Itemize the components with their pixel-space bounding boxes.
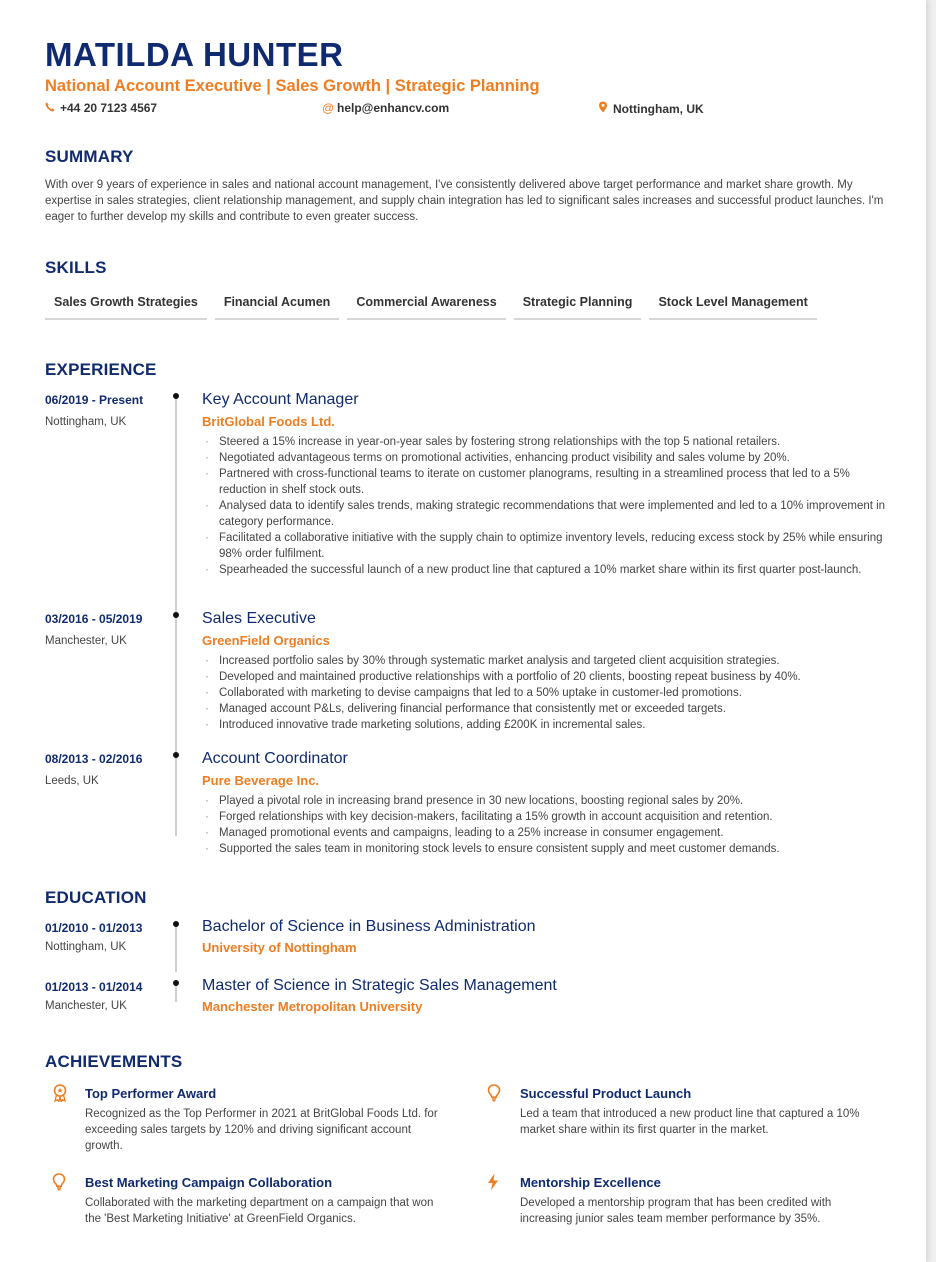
bullet-item: · Introduced innovative trade marketing solutions, adding £200K in incremental sales. <box>202 717 892 733</box>
achievement-title: Best Marketing Campaign Collaboration <box>85 1175 333 1190</box>
experience-bullets <box>202 793 892 857</box>
achievement-text: Developed a mentorship program that has been credited with increasing junior sales team member performance by 35%. <box>520 1197 832 1225</box>
experience-role: Sales Executive <box>202 610 316 627</box>
experience-date: 03/2016 - 05/2019 <box>45 612 143 626</box>
lightbulb-icon <box>52 1173 70 1191</box>
education-timeline <box>175 922 177 972</box>
education-school: Manchester Metropolitan University <box>202 999 423 1014</box>
education-date: 01/2013 - 01/2014 <box>45 980 143 994</box>
experience-bullets <box>202 434 892 578</box>
summary-text: With over 9 years of experience in sales and national account management, I've consistently delivered above target performance and market share growth. My expertise in sales strategies, client relationship management, and supply chain integration has led to significant sales increases and successful product launches. I'm eager to further develop my skills and contribute to even greater success. <box>45 179 884 223</box>
experience-company: Pure Beverage Inc. <box>202 773 320 788</box>
achievement-text: Led a team that introduced a new product line that captured a 10% market share within its first quarter in the market. <box>520 1108 860 1136</box>
bullet-item: · Negotiated advantageous terms on promotional activities, enhancing product visibility and sales volume by 20%. <box>202 450 892 466</box>
achievement-title: Top Performer Award <box>85 1086 217 1101</box>
skill-tag: Stock Level Management <box>649 290 816 320</box>
experience-role: Account Coordinator <box>202 750 348 767</box>
experience-bullets <box>202 653 892 733</box>
lightbulb-icon <box>487 1084 505 1102</box>
achievement-text: Recognized as the Top Performer in 2021 at BritGlobal Foods Ltd. for exceeding sales targets by 120% and driving significant account growth. <box>85 1108 438 1152</box>
location-pin-icon <box>598 101 608 116</box>
education-title: EDUCATION <box>45 888 147 907</box>
education-degree: Bachelor of Science in Business Administration <box>202 918 536 935</box>
at-icon: @ <box>322 101 335 115</box>
bullet-item: · Forged relationships with key decision-makers, facilitating a 15% growth in account acquisition and retention. <box>202 809 892 825</box>
timeline-dot <box>173 612 179 618</box>
experience-location: Nottingham, UK <box>45 416 127 428</box>
experience-location: Manchester, UK <box>45 635 127 647</box>
education-location: Nottingham, UK <box>45 941 127 953</box>
skill-tag: Strategic Planning <box>514 290 642 320</box>
timeline-dot <box>173 921 179 927</box>
timeline-dot <box>173 393 179 399</box>
headline: National Account Executive | Sales Growth | Strategic Planning <box>45 77 540 95</box>
email-text[interactable]: help@enhancv.com <box>337 101 450 115</box>
bullet-item: · Spearheaded the successful launch of a new product line that captured a 10% market share within its first quarter post-launch. <box>202 562 892 578</box>
bullet-item: · Partnered with cross-functional teams to iterate on customer planograms, resulting in a streamlined process that led to a 5% reduction in shelf stock outs. <box>202 466 892 498</box>
award-icon <box>52 1084 70 1102</box>
phone-text: +44 20 7123 4567 <box>60 101 158 115</box>
education-date: 01/2010 - 01/2013 <box>45 921 143 935</box>
skill-tag: Financial Acumen <box>215 290 340 320</box>
experience-title: EXPERIENCE <box>45 360 157 379</box>
bullet-item: · Developed and maintained productive relationships with a portfolio of 20 clients, boosting repeat business by 40%. <box>202 669 892 685</box>
contact-email <box>322 101 449 115</box>
bullet-item: · Managed promotional events and campaigns, leading to a 25% increase in consumer engagement. <box>202 825 892 841</box>
skill-tag: Sales Growth Strategies <box>45 290 207 320</box>
contact-phone <box>45 101 157 115</box>
bullet-item: · Steered a 15% increase in year-on-year sales by fostering strong relationships with the top 5 national retailers. <box>202 434 892 450</box>
lightning-icon <box>487 1173 505 1191</box>
bullet-item: · Increased portfolio sales by 30% through systematic market analysis and targeted client acquisition strategies. <box>202 653 892 669</box>
achievements-title: ACHIEVEMENTS <box>45 1052 183 1071</box>
bullet-item: · Collaborated with marketing to devise campaigns that led to a 50% uptake in customer-led promotions. <box>202 685 892 701</box>
achievement-text: Collaborated with the marketing department on a campaign that won the 'Best Marketing Initiative' at GreenField Organics. <box>85 1197 434 1225</box>
experience-company: BritGlobal Foods Ltd. <box>202 414 335 429</box>
experience-role: Key Account Manager <box>202 391 359 408</box>
bullet-item: · Managed account P&Ls, delivering financial performance that consistently met or exceeded targets. <box>202 701 892 717</box>
bullet-item: · Supported the sales team in monitoring stock levels to ensure consistent supply and meet customer demands. <box>202 841 892 857</box>
skills-list <box>45 290 825 320</box>
achievement-title: Successful Product Launch <box>520 1086 692 1101</box>
timeline-dot <box>173 980 179 986</box>
bullet-item: · Analysed data to identify sales trends, making strategic recommendations that were implemented and led to a 10% improvement in category performance. <box>202 498 892 530</box>
experience-company: GreenField Organics <box>202 633 330 648</box>
bullet-item: · Played a pivotal role in increasing brand presence in 30 new locations, boosting regional sales by 20%. <box>202 793 892 809</box>
education-location: Manchester, UK <box>45 1000 127 1012</box>
location-text: Nottingham, UK <box>613 101 704 116</box>
experience-date: 08/2013 - 02/2016 <box>45 752 143 766</box>
achievement-title: Mentorship Excellence <box>520 1175 661 1190</box>
bullet-item: · Facilitated a collaborative initiative with the supply chain to optimize inventory levels, reducing excess stock by 25% while ensuring 98% order fulfilment. <box>202 530 892 562</box>
experience-date: 06/2019 - Present <box>45 393 144 407</box>
skills-title: SKILLS <box>45 258 107 277</box>
contact-location <box>598 101 704 116</box>
education-degree: Master of Science in Strategic Sales Management <box>202 977 557 994</box>
experience-location: Leeds, UK <box>45 775 99 787</box>
education-school: University of Nottingham <box>202 940 357 955</box>
skill-tag: Commercial Awareness <box>347 290 505 320</box>
candidate-name: MATILDA HUNTER <box>45 36 344 73</box>
summary-title: SUMMARY <box>45 147 134 166</box>
timeline-dot <box>173 752 179 758</box>
phone-icon <box>45 102 55 115</box>
